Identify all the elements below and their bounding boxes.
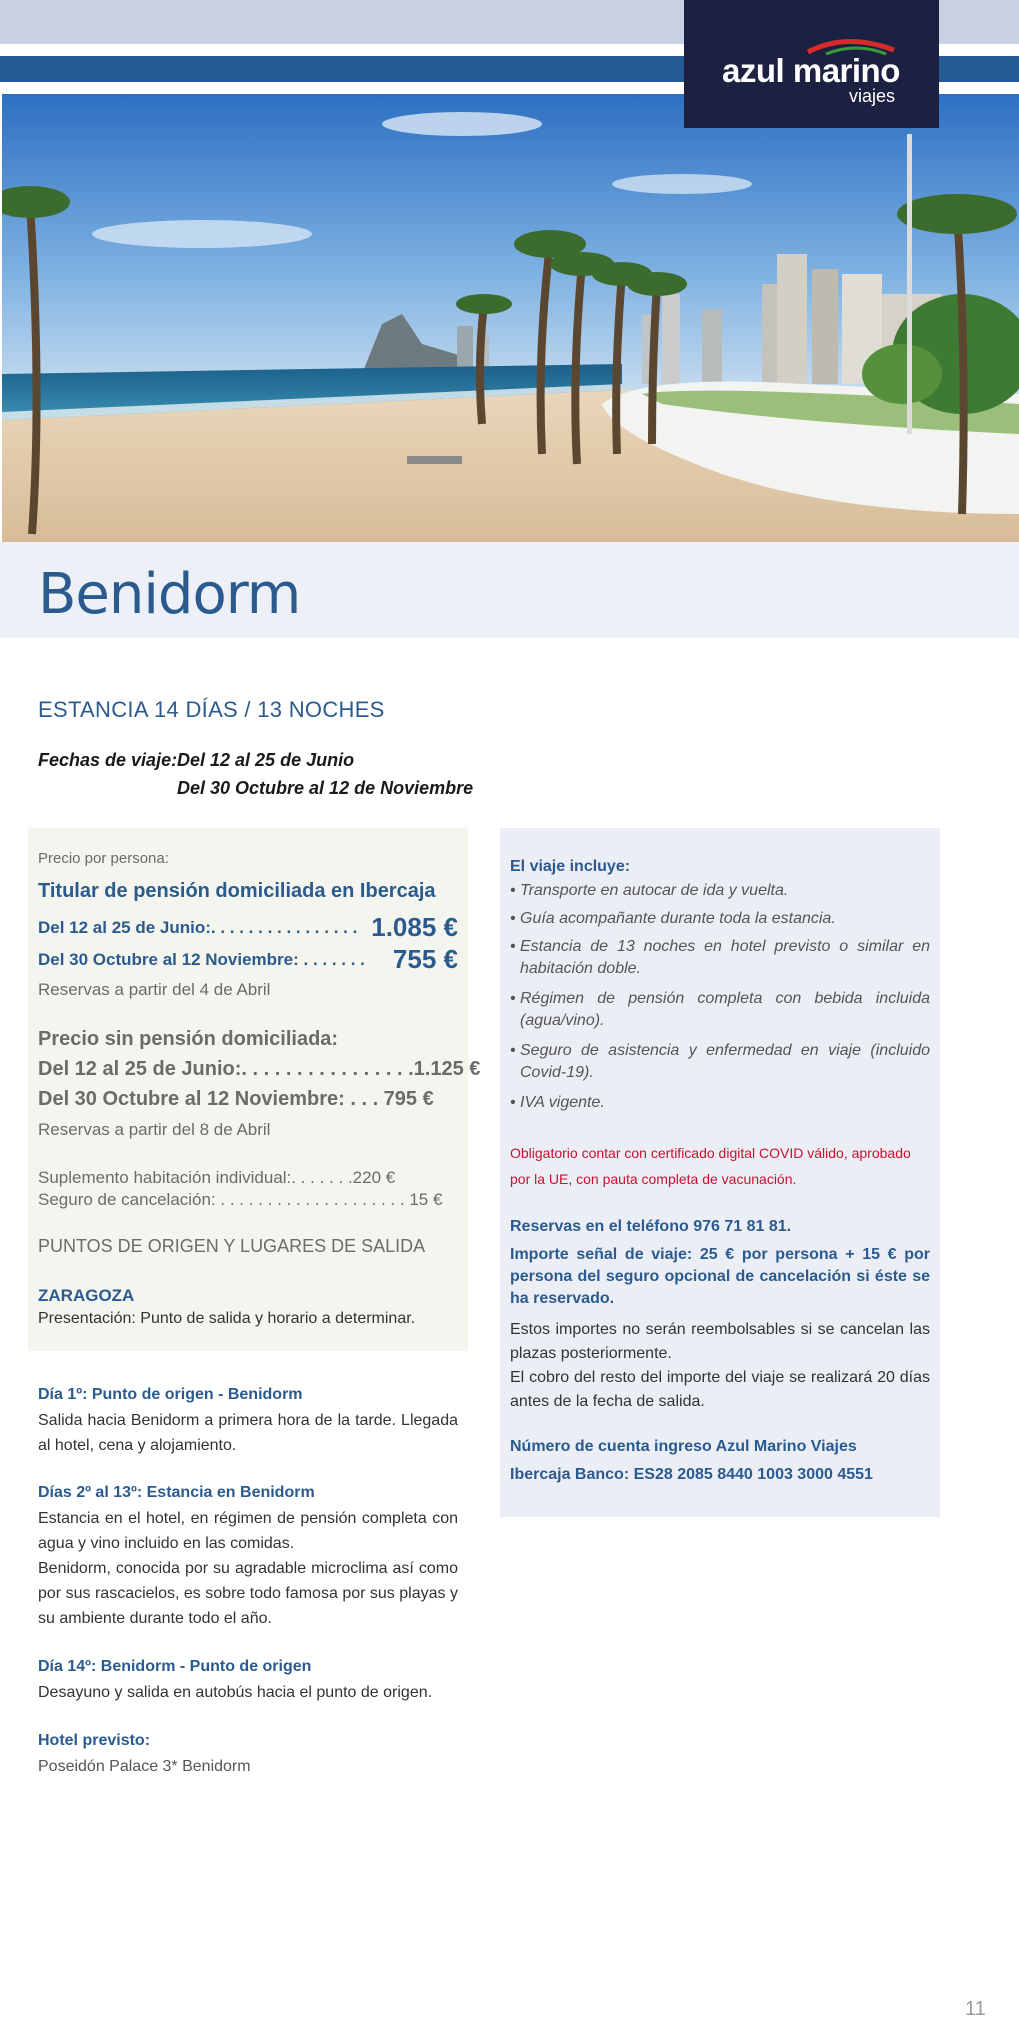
origins-heading: PUNTOS DE ORIGEN Y LUGARES DE SALIDA [38, 1236, 426, 1256]
reservation-phone: Reservas en el teléfono 976 71 81 81. [510, 1218, 792, 1235]
date-line-2: Del 30 Octubre al 12 de Noviembre [177, 778, 474, 798]
remainder-info: El cobro del resto del importe del viaje se realizará 20 días antes de la fecha de salida. [510, 1369, 930, 1410]
includes-item: • IVA vigente. [520, 1092, 930, 1114]
hotel-name: Poseidón Palace 3* Benidorm [38, 1758, 251, 1775]
includes-heading: El viaje incluye: [510, 858, 631, 875]
beach-photo-icon [2, 94, 1019, 542]
covid-notice: Obligatorio contar con certificado digital COVID válido, aprobado por la UE, con pauta completa de vacunación. [510, 1145, 911, 1187]
presentation-note: Presentación: Punto de salida y horario a determinar. [38, 1310, 416, 1327]
day14-text: Desayuno y salida en autobús hacia el punto de origen. [38, 1684, 433, 1701]
cancel-insurance: Seguro de cancelación: . . . . . . . . . . . . . . . . . . . . 15 € [38, 1190, 443, 1209]
info-box [500, 828, 940, 1517]
nonholder-june: Del 12 al 25 de Junio:. . . . . . . . . . . . . . . .1.125 € [38, 1058, 481, 1080]
page-number: 11 [965, 1998, 986, 2020]
holder-oct-label: Del 30 Octubre al 12 Noviembre: . . . . . . . [38, 950, 365, 969]
includes-item: • Seguro de asistencia y enfermedad en viaje (incluido Covid-19). [520, 1040, 930, 1084]
day1-text: Salida hacia Benidorm a primera hora de la tarde. Llegada al hotel, cena y alojamiento. [38, 1412, 458, 1454]
stay-subtitle: ESTANCIA 14 DÍAS / 13 NOCHES [38, 697, 385, 722]
brand-logo[interactable] [684, 0, 939, 128]
includes-item: • Guía acompañante durante toda la estancia. [520, 908, 930, 930]
holder-reserve-note: Reservas a partir del 4 de Abril [38, 980, 271, 999]
nonholder-oct: Del 30 Octubre al 12 Noviembre: . . . 795 € [38, 1088, 434, 1110]
holder-june-label: Del 12 al 25 de Junio:. . . . . . . . . . . . . . . . [38, 918, 358, 937]
holder-heading: Titular de pensión domiciliada en Ibercaja [38, 880, 436, 902]
bank-account: Ibercaja Banco: ES28 2085 8440 1003 3000 4551 [510, 1466, 873, 1483]
nonrefund-info: Estos importes no serán reembolsables si se cancelan las plazas posteriormente. [510, 1321, 930, 1362]
logo-sub: viajes [848, 86, 895, 106]
day2-text-2: Benidorm, conocida por su agradable microclima así como por sus rascacielos, es sobre todo famosa por sus playas y su ambiente durante todo el año. [38, 1560, 458, 1627]
page-title: Benidorm [38, 562, 301, 627]
day1-heading: Día 1º: Punto de origen - Benidorm [38, 1386, 303, 1403]
holder-oct-price: 755 € [392, 944, 458, 974]
logo-name: azul marino [722, 52, 900, 89]
day2-text-1: Estancia en el hotel, en régimen de pensión completa con agua y vino incluido en las comidas. [38, 1510, 458, 1552]
price-box [28, 828, 481, 1351]
dates-label: Fechas de viaje: [38, 750, 178, 770]
day14-heading: Día 14º: Benidorm - Punto de origen [38, 1658, 312, 1675]
nonholder-reserve-note: Reservas a partir del 8 de Abril [38, 1120, 271, 1139]
day2-heading: Días 2º al 13º: Estancia en Benidorm [38, 1484, 315, 1501]
includes-item: • Transporte en autocar de ida y vuelta. [520, 880, 930, 902]
hero-photo [2, 94, 1019, 542]
price-per-person-label: Precio por persona: [38, 850, 169, 867]
hotel-heading: Hotel previsto: [38, 1732, 151, 1749]
holder-june-price: 1.085 € [371, 912, 458, 942]
origin-city: ZARAGOZA [38, 1286, 135, 1305]
single-supplement: Suplemento habitación individual:. . . . . . .220 € [38, 1168, 396, 1187]
deposit-info: Importe señal de viaje: 25 € por persona + 15 € por persona del seguro opcional de cancelación si éste se ha reservado. [510, 1246, 930, 1307]
nonholder-heading: Precio sin pensión domiciliada: [38, 1028, 339, 1050]
date-line-1: Del 12 al 25 de Junio [177, 750, 355, 770]
includes-item: • Régimen de pensión completa con bebida incluida (agua/vino). [520, 988, 930, 1032]
includes-item: • Estancia de 13 noches en hotel previsto o similar en habitación doble. [520, 936, 930, 980]
account-heading: Número de cuenta ingreso Azul Marino Viajes [510, 1438, 857, 1455]
